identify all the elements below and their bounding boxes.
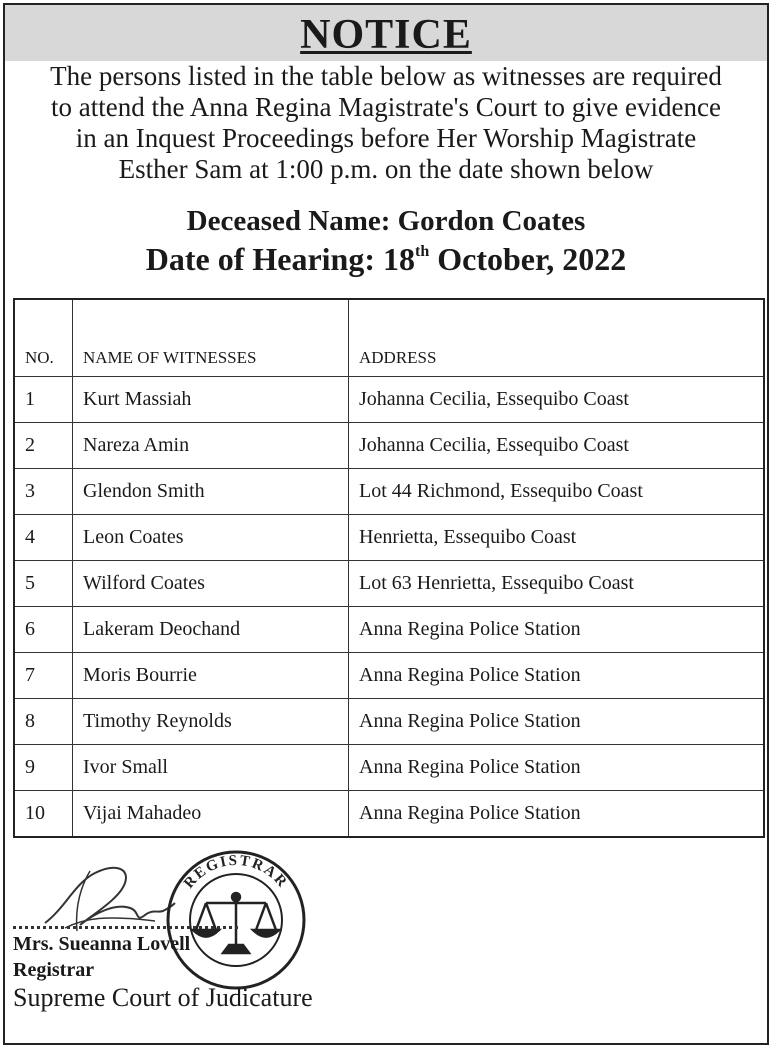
table-row xyxy=(14,791,764,838)
row-name: Wilford Coates xyxy=(73,561,349,607)
row-address: Henrietta, Essequibo Coast xyxy=(349,515,765,561)
header-name: NAME OF WITNESSES xyxy=(73,299,349,377)
row-name: Ivor Small xyxy=(73,745,349,791)
row-name: Kurt Massiah xyxy=(73,377,349,423)
registrar-seal xyxy=(161,845,311,995)
hearing-suffix: October, 2022 xyxy=(429,241,627,277)
court-name: Supreme Court of Judicature xyxy=(13,983,313,1012)
header-no: NO. xyxy=(14,299,73,377)
table-row xyxy=(14,515,764,561)
signature-line xyxy=(13,926,238,929)
row-name: Vijai Mahadeo xyxy=(73,791,349,838)
row-address: Anna Regina Police Station xyxy=(349,699,765,745)
table-row xyxy=(14,377,764,423)
table-row xyxy=(14,561,764,607)
row-address: Johanna Cecilia, Essequibo Coast xyxy=(349,377,765,423)
row-no: 10 xyxy=(14,791,73,838)
row-name: Leon Coates xyxy=(73,515,349,561)
row-no: 1 xyxy=(14,377,73,423)
row-no: 5 xyxy=(14,561,73,607)
table-header-row xyxy=(14,299,764,377)
intro-paragraph xyxy=(5,61,767,185)
notice-frame xyxy=(3,3,769,1045)
hearing-superscript: th xyxy=(415,243,430,260)
row-address: Lot 63 Henrietta, Essequibo Coast xyxy=(349,561,765,607)
signer-role: Registrar xyxy=(13,959,95,981)
hearing-date xyxy=(5,241,767,278)
row-no: 2 xyxy=(14,423,73,469)
row-address: Anna Regina Police Station xyxy=(349,607,765,653)
row-no: 7 xyxy=(14,653,73,699)
row-name: Glendon Smith xyxy=(73,469,349,515)
witness-table xyxy=(13,298,765,838)
row-no: 4 xyxy=(14,515,73,561)
scales-of-justice-icon xyxy=(193,893,279,953)
signer-name: Mrs. Sueanna Lovell xyxy=(13,933,191,955)
row-address: Johanna Cecilia, Essequibo Coast xyxy=(349,423,765,469)
hearing-prefix: Date of Hearing: 18 xyxy=(145,241,415,277)
row-no: 8 xyxy=(14,699,73,745)
row-name: Moris Bourrie xyxy=(73,653,349,699)
table-row xyxy=(14,607,764,653)
table-row xyxy=(14,469,764,515)
table-row xyxy=(14,699,764,745)
header-address: ADDRESS xyxy=(349,299,765,377)
intro-line: to attend the Anna Regina Magistrate's Court to give evidence xyxy=(51,92,721,122)
row-address: Anna Regina Police Station xyxy=(349,791,765,838)
intro-line: The persons listed in the table below as witnesses are required xyxy=(50,61,722,91)
row-name: Lakeram Deochand xyxy=(73,607,349,653)
row-address: Lot 44 Richmond, Essequibo Coast xyxy=(349,469,765,515)
row-no: 6 xyxy=(14,607,73,653)
row-address: Anna Regina Police Station xyxy=(349,653,765,699)
row-no: 3 xyxy=(14,469,73,515)
table-row xyxy=(14,653,764,699)
intro-line: in an Inquest Proceedings before Her Worship Magistrate xyxy=(75,123,697,153)
seal-text: REGISTRAR xyxy=(181,852,291,892)
signature-block xyxy=(5,845,767,1045)
row-address: Anna Regina Police Station xyxy=(349,745,765,791)
table-row xyxy=(14,423,764,469)
row-name: Timothy Reynolds xyxy=(73,699,349,745)
table-row xyxy=(14,745,764,791)
deceased-name: Deceased Name: Gordon Coates xyxy=(186,205,586,237)
intro-line: Esther Sam at 1:00 p.m. on the date shown below xyxy=(118,154,654,184)
row-no: 9 xyxy=(14,745,73,791)
notice-title: NOTICE xyxy=(300,12,472,58)
row-name: Nareza Amin xyxy=(73,423,349,469)
